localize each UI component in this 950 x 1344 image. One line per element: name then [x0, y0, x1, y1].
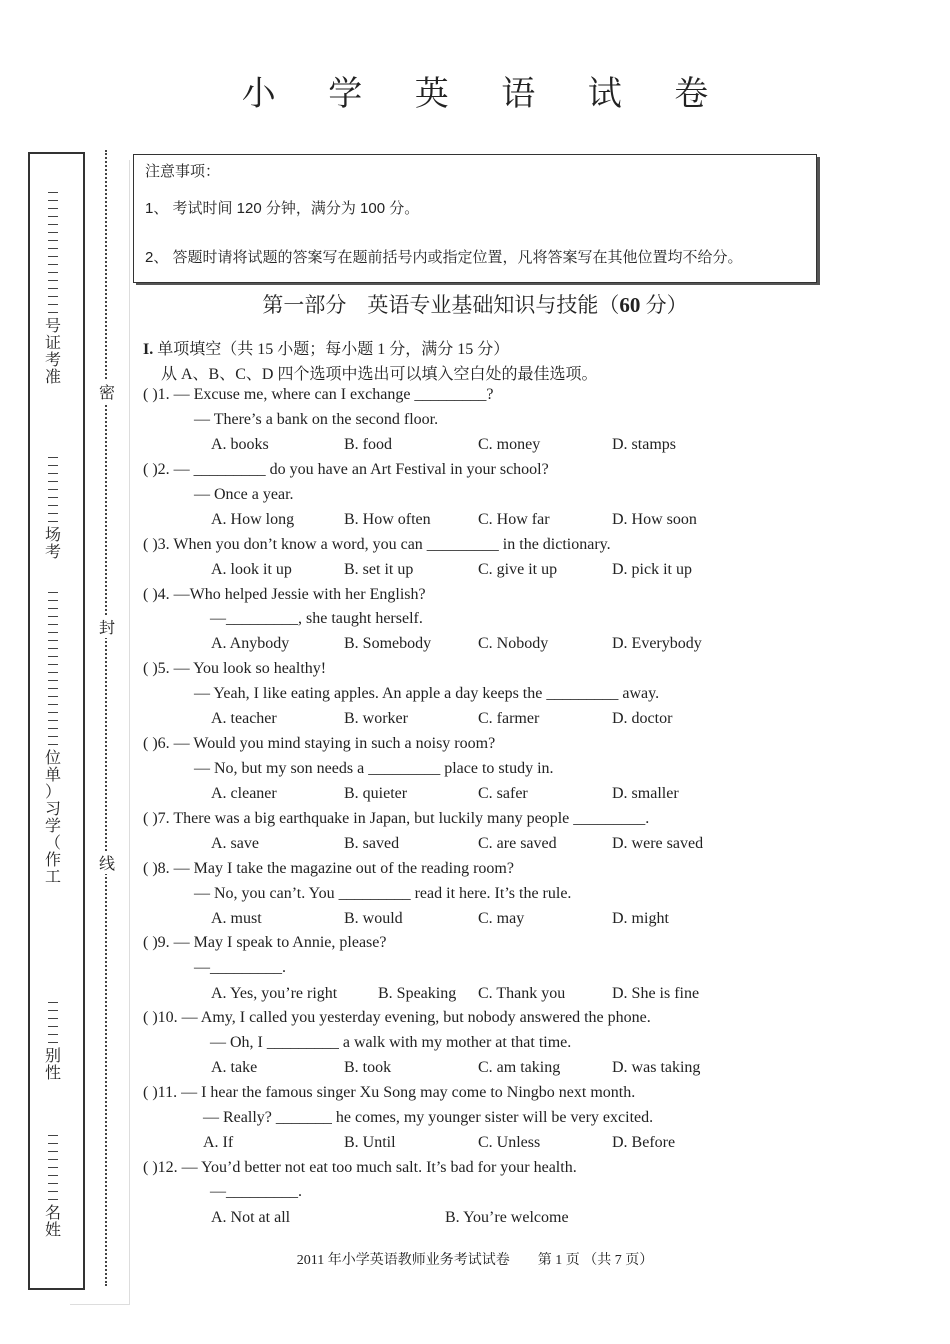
question-response: —_________. — [194, 959, 286, 976]
blank-dash — [48, 521, 58, 522]
blank-dash — [48, 1042, 58, 1043]
binding-field — [42, 590, 64, 886]
binding-field-char: 习 — [44, 801, 61, 818]
blank-dash — [48, 640, 58, 641]
blank-dash — [48, 648, 58, 649]
blank-dash — [48, 240, 58, 241]
binding-field-char: 场 — [44, 527, 61, 544]
page-footer: 2011 年小学英语教师业务考试试卷 第 1 页 （共 7 页） — [296, 1253, 654, 1268]
blank-dash — [48, 280, 58, 281]
answer-option: A. How long — [211, 511, 295, 528]
blank-dash — [48, 1002, 58, 1003]
blank-dash — [48, 1010, 58, 1011]
seal-dotted-line — [105, 150, 107, 1286]
binding-field — [42, 1000, 64, 1082]
blank-dash — [48, 272, 58, 273]
seal-char-mi: 密 — [99, 380, 115, 403]
blank-dash — [48, 216, 58, 217]
question-stem: ( )5. — You look so healthy! — [143, 660, 327, 677]
blank-dash — [48, 720, 58, 721]
answer-option: B. took — [344, 1059, 392, 1076]
notice-heading: 注意事项： — [145, 163, 221, 180]
answer-option: A. teacher — [211, 710, 277, 727]
question-response: — Oh, I _________ a walk with my mother at that time. — [210, 1034, 572, 1051]
binding-field-char: 考 — [44, 352, 61, 369]
part-heading-prefix: 第一部分 英语专业基础知识与技能（ — [262, 293, 620, 317]
binding-field-char: （ — [44, 835, 61, 852]
answer-option: B. worker — [344, 710, 408, 727]
blank-dash — [48, 1143, 58, 1144]
blank-dash — [48, 505, 58, 506]
section-title: 单项填空（共 15 小题；每小题 1 分，满分 15 分） — [157, 341, 510, 358]
blank-dash — [48, 1151, 58, 1152]
binding-field-char: 考 — [44, 544, 61, 561]
notice-item-2: 2、 答题时请将试题的答案写在题前括号内或指定位置，凡将答案写在其他位置均不给分。 — [145, 249, 743, 266]
blank-dash — [48, 1175, 58, 1176]
answer-option: A. cleaner — [211, 785, 277, 802]
notice-box — [133, 154, 817, 283]
answer-option: A. save — [211, 835, 259, 852]
blank-dash — [48, 513, 58, 514]
blank-dash — [48, 200, 58, 201]
answer-option: B. set it up — [344, 561, 414, 578]
answer-option: A. If — [203, 1134, 234, 1151]
blank-dash — [48, 1135, 58, 1136]
question-stem: ( )8. — May I take the magazine out of the reading room? — [143, 860, 514, 877]
answer-option: B. saved — [344, 835, 400, 852]
section-heading — [143, 336, 509, 359]
blank-dash — [48, 608, 58, 609]
answer-option: B. You’re welcome — [445, 1209, 569, 1226]
answer-option: A. Not at all — [211, 1209, 291, 1226]
answer-option: A. Anybody — [211, 635, 290, 652]
blank-dash — [48, 465, 58, 466]
blank-dash — [48, 224, 58, 225]
question-stem: ( )12. — You’d better not eat too much salt. It’s bad for your health. — [143, 1159, 577, 1176]
answer-option: C. safer — [478, 785, 528, 802]
answer-option: C. are saved — [478, 835, 557, 852]
answer-option: A. must — [211, 910, 262, 927]
answer-option: D. were saved — [612, 835, 704, 852]
blank-dash — [48, 1026, 58, 1027]
blank-dash — [48, 688, 58, 689]
question-stem: ( )4. —Who helped Jessie with her English? — [143, 586, 426, 603]
section-instruction: 从 A、B、C、D 四个选项中选出可以填入空白处的最佳选项。 — [161, 366, 598, 383]
binding-field — [42, 190, 64, 386]
question-stem: ( )1. — Excuse me, where can I exchange _________? — [143, 386, 494, 403]
question-response: — There’s a bank on the second floor. — [194, 411, 439, 428]
blank-dash — [48, 664, 58, 665]
part-heading — [0, 289, 950, 319]
part-heading-suffix: 分） — [640, 293, 688, 317]
answer-option: D. doctor — [612, 710, 673, 727]
answer-option: D. She is fine — [612, 985, 700, 1002]
blank-dash — [48, 192, 58, 193]
part-heading-score: 60 — [619, 293, 641, 317]
question-stem: ( )6. — Would you mind staying in such a noisy room? — [143, 735, 496, 752]
binding-field-char: 别 — [44, 1048, 61, 1065]
question-response: — No, but my son needs a _________ place to study in. — [194, 760, 554, 777]
answer-option: D. Before — [612, 1134, 676, 1151]
binding-field-char: 单 — [44, 767, 61, 784]
binding-field-char: 准 — [44, 369, 61, 386]
binding-field — [42, 455, 64, 561]
answer-option: C. give it up — [478, 561, 558, 578]
blank-dash — [48, 489, 58, 490]
blank-dash — [48, 1034, 58, 1035]
blank-dash — [48, 656, 58, 657]
question-stem: ( )11. — I hear the famous singer Xu Song may come to Ningbo next month. — [143, 1084, 636, 1101]
binding-field-char: 名 — [44, 1205, 61, 1222]
blank-dash — [48, 592, 58, 593]
answer-option: B. food — [344, 436, 392, 453]
question-response: — Once a year. — [194, 486, 294, 503]
blank-dash — [48, 1191, 58, 1192]
blank-dash — [48, 1183, 58, 1184]
seal-char-feng: 封 — [99, 615, 115, 638]
answer-option: A. books — [211, 436, 269, 453]
answer-option: A. take — [211, 1059, 258, 1076]
binding-field — [42, 1133, 64, 1239]
question-stem: ( )10. — Amy, I called you yesterday evening, but nobody answered the phone. — [143, 1009, 651, 1026]
blank-dash — [48, 736, 58, 737]
answer-option: C. Nobody — [478, 635, 549, 652]
blank-dash — [48, 264, 58, 265]
answer-option: D. was taking — [612, 1059, 701, 1076]
blank-dash — [48, 497, 58, 498]
answer-option: D. Everybody — [612, 635, 702, 652]
seal-char-xian: 线 — [99, 851, 115, 874]
blank-dash — [48, 248, 58, 249]
binding-field-char: ） — [44, 784, 61, 801]
question-stem: ( )2. — _________ do you have an Art Festival in your school? — [143, 461, 549, 478]
blank-dash — [48, 208, 58, 209]
blank-dash — [48, 616, 58, 617]
answer-option: A. look it up — [211, 561, 292, 578]
question-stem: ( )9. — May I speak to Annie, please? — [143, 934, 387, 951]
blank-dash — [48, 712, 58, 713]
blank-dash — [48, 1167, 58, 1168]
binding-field-char: 姓 — [44, 1222, 61, 1239]
question-response: — Really? _______ he comes, my younger sister will be very excited. — [203, 1109, 654, 1126]
question-stem: ( )3. When you don’t know a word, you can _________ in the dictionary. — [143, 536, 611, 553]
blank-dash — [48, 232, 58, 233]
question-stem: ( )7. There was a big earthquake in Japan, but luckily many people _________. — [143, 810, 650, 827]
blank-dash — [48, 256, 58, 257]
answer-option: D. smaller — [612, 785, 679, 802]
question-response: — No, you can’t. You _________ read it here. It’s the rule. — [194, 885, 572, 902]
blank-dash — [48, 481, 58, 482]
blank-dash — [48, 680, 58, 681]
answer-option: B. quieter — [344, 785, 408, 802]
blank-dash — [48, 744, 58, 745]
answer-option: C. Unless — [478, 1134, 541, 1151]
answer-option: B. How often — [344, 511, 431, 528]
section-number: I. — [143, 341, 154, 358]
binding-field-char: 位 — [44, 750, 61, 767]
binding-field-char: 作 — [44, 852, 61, 869]
answer-option: C. may — [478, 910, 525, 927]
question-response: —_________, she taught herself. — [210, 610, 423, 627]
blank-dash — [48, 728, 58, 729]
question-response: —_________. — [210, 1183, 302, 1200]
answer-option: B. would — [344, 910, 403, 927]
question-response: — Yeah, I like eating apples. An apple a day keeps the _________ away. — [194, 685, 660, 702]
blank-dash — [48, 457, 58, 458]
blank-dash — [48, 696, 58, 697]
notice-item-1: 1、 考试时间 120 分钟，满分为 100 分。 — [145, 200, 420, 217]
answer-option: C. farmer — [478, 710, 540, 727]
binding-field-char: 性 — [44, 1065, 61, 1082]
blank-dash — [48, 473, 58, 474]
answer-option: D. might — [612, 910, 669, 927]
answer-option: C. money — [478, 436, 541, 453]
blank-dash — [48, 1159, 58, 1160]
paper-title: 小 学 英 语 试 卷 — [241, 76, 731, 113]
answer-option: B. Speaking — [378, 985, 457, 1002]
binding-field-char: 证 — [44, 335, 61, 352]
blank-dash — [48, 704, 58, 705]
answer-option: C. am taking — [478, 1059, 561, 1076]
answer-option: C. Thank you — [478, 985, 566, 1002]
answer-option: B. Somebody — [344, 635, 432, 652]
blank-dash — [48, 672, 58, 673]
binding-field-char: 学 — [44, 818, 61, 835]
answer-option: A. Yes, you’re right — [211, 985, 338, 1002]
binding-field-char: 工 — [44, 869, 61, 886]
answer-option: C. How far — [478, 511, 550, 528]
blank-dash — [48, 600, 58, 601]
answer-option: D. pick it up — [612, 561, 692, 578]
answer-option: D. How soon — [612, 511, 697, 528]
answer-option: B. Until — [344, 1134, 396, 1151]
answer-option: D. stamps — [612, 436, 676, 453]
blank-dash — [48, 624, 58, 625]
blank-dash — [48, 632, 58, 633]
binding-field-char: 号 — [44, 318, 61, 335]
blank-dash — [48, 1199, 58, 1200]
blank-dash — [48, 1018, 58, 1019]
